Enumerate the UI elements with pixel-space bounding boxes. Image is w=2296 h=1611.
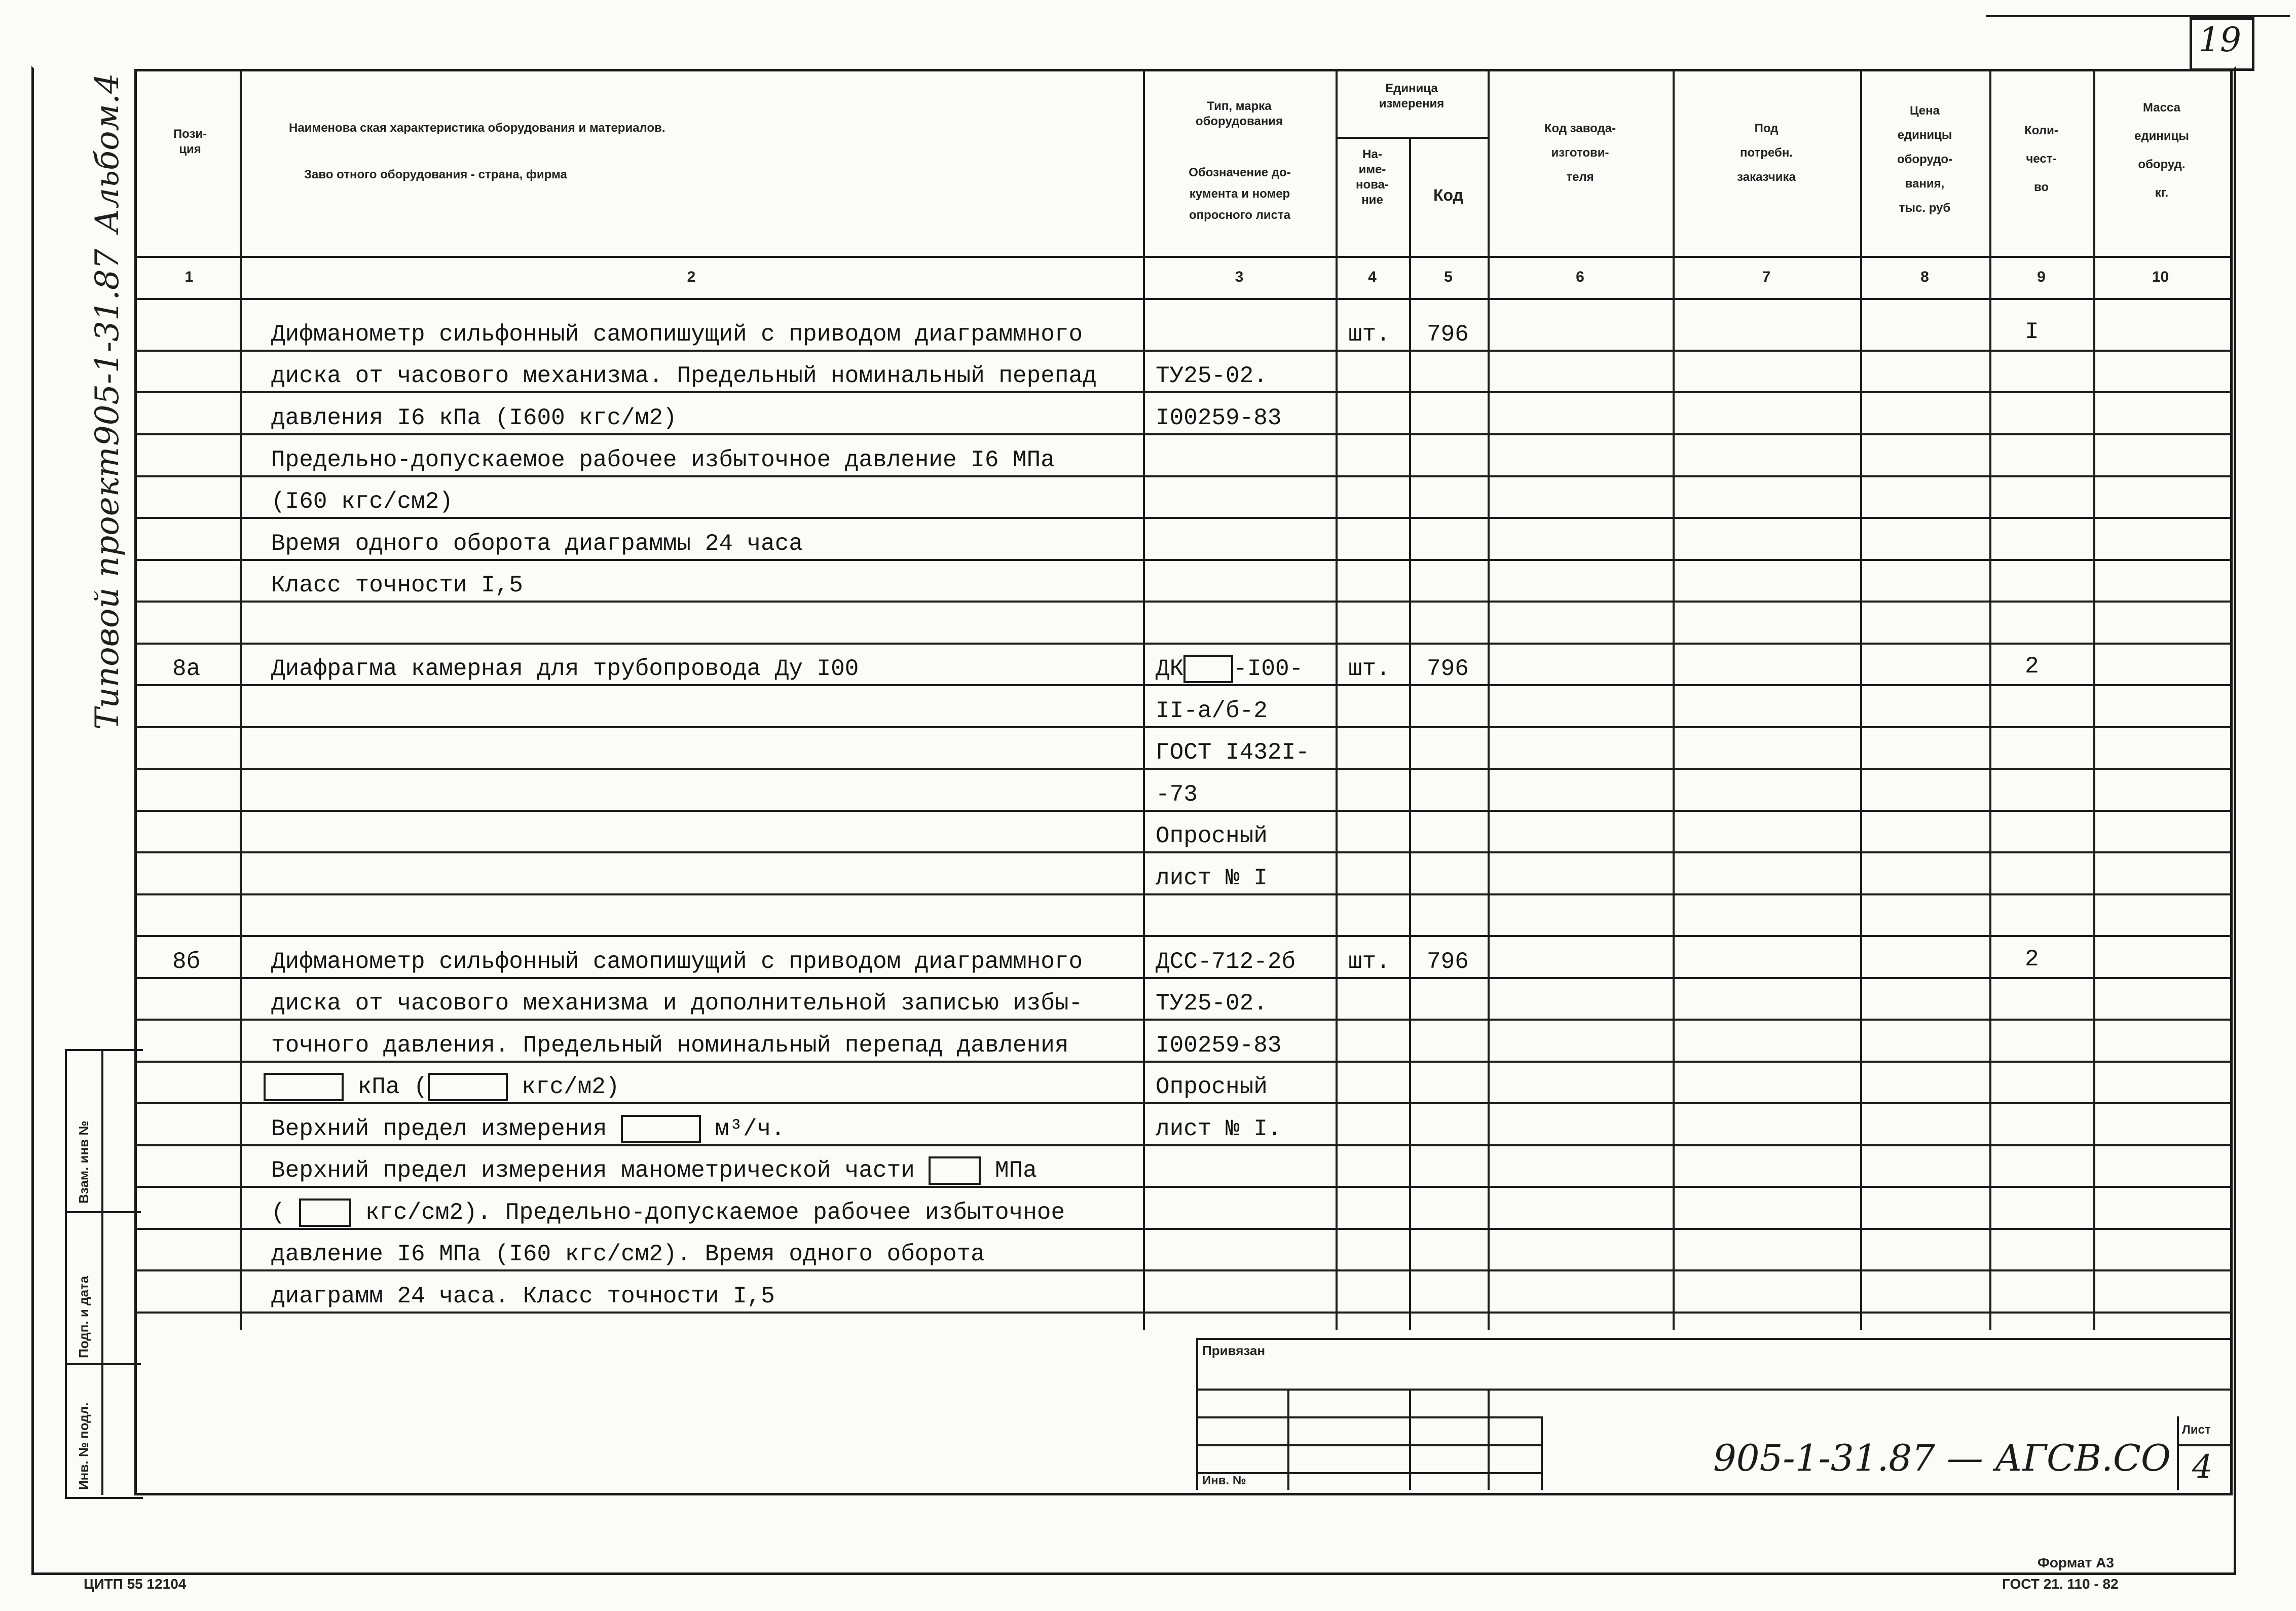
header-col4: На- име- нова- ние: [1356, 147, 1389, 207]
r16-name: Дифманометр сильфонный самопишущий с приводом диаграммного: [271, 949, 1083, 975]
stamp-list-number: 4: [2192, 1448, 2213, 1486]
footer-format: Формат А3: [2038, 1555, 2114, 1570]
r21-a: Верхний предел измерения манометрической части: [271, 1157, 915, 1184]
r22-name: [271, 1197, 1065, 1228]
r19-name: [264, 1072, 619, 1102]
sheet-corner-number: 19: [2199, 20, 2241, 59]
blank-box: [1183, 655, 1233, 683]
r4-name: Предельно-допускаемое рабочее избыточное давление I6 МПа: [271, 447, 1055, 473]
blank-box: [264, 1073, 344, 1101]
row-line: [134, 810, 2230, 812]
r3-name: давления I6 кПа (I600 кгс/м2): [271, 405, 677, 431]
r2-name: диска от часового механизма. Предельный номинальный перепад: [271, 363, 1097, 389]
r22-a: (: [271, 1200, 285, 1226]
colnum-9: 9: [2037, 269, 2046, 285]
r9-name: Диафрагма камерная для трубопровода Ду I00: [271, 656, 859, 682]
r12-doc: -73: [1156, 781, 1198, 808]
r9-qty: 2: [2025, 653, 2039, 680]
r23-name: давление I6 МПа (I60 кгс/см2). Время одного оборота: [271, 1241, 985, 1267]
colnum-5: 5: [1444, 269, 1453, 285]
stamp-privyazan: Привязан: [1202, 1343, 1266, 1358]
row-line: [134, 601, 2230, 603]
row-line: [134, 1019, 2230, 1021]
r9-code: 796: [1427, 656, 1469, 682]
r20-b: м³/ч.: [715, 1116, 785, 1142]
r11-doc: ГОСТ I432I-: [1156, 739, 1310, 766]
row-line: [134, 350, 2230, 352]
left-stamp-split: [65, 1363, 141, 1365]
col-line-4: [1409, 137, 1411, 1330]
colnum-1: 1: [184, 269, 194, 285]
r2-doc: ТУ25-02.: [1156, 363, 1268, 389]
r6-name: Время одного оборота диаграммы 24 часа: [271, 531, 803, 557]
left-vzam-label: Взам. инв №: [76, 1120, 91, 1204]
r17-name: диска от часового механизма и дополнительной записью избы-: [271, 990, 1083, 1017]
row-line: [134, 768, 2230, 770]
r20-doc: лист № I.: [1156, 1116, 1282, 1142]
stamp-doc-code: 905-1-31.87 — АГСВ.СО: [1713, 1437, 2171, 1479]
blank-box: [299, 1198, 351, 1227]
r18-name: точного давления. Предельный номинальный перепад давления: [271, 1032, 1069, 1059]
r9-doc-a: ДК: [1156, 656, 1184, 682]
r1-code: 796: [1427, 321, 1469, 348]
blank-box: [428, 1073, 508, 1101]
r19-doc: Опросный: [1156, 1074, 1268, 1100]
r16-doc: ДСС-712-2б: [1156, 949, 1296, 975]
row-line: [134, 977, 2230, 979]
header-col1: Пози- ция: [173, 127, 207, 156]
row-line: [134, 475, 2230, 477]
header-col3-bottom: Обозначение до- кумента и номер опросного листа: [1189, 166, 1291, 222]
col-line-2: [1143, 69, 1145, 1330]
r20-a: Верхний предел измерения: [271, 1116, 607, 1142]
col-line-9: [2093, 69, 2095, 1330]
stamp-left-line: [1196, 1338, 1198, 1490]
r13-doc: Опросный: [1156, 823, 1268, 849]
colnum-10: 10: [2152, 269, 2169, 285]
row-line: [134, 1269, 2230, 1271]
left-stamp-divider: [101, 1049, 103, 1495]
row-line: [134, 517, 2230, 519]
row-line: [134, 851, 2230, 853]
stamp-inv: Инв. №: [1202, 1474, 1246, 1487]
colnum-3: 3: [1235, 269, 1244, 285]
header-col2-line2: Заво отного оборудования - страна, фирма: [304, 168, 567, 181]
header-bottom-line: [134, 256, 2230, 258]
footer-left: ЦИТП 55 12104: [84, 1576, 187, 1592]
r14-doc: лист № I: [1156, 865, 1268, 891]
col-line-7: [1860, 69, 1862, 1330]
r16-unit: шт.: [1348, 949, 1390, 975]
header-col8: Цена единицы оборудо- вания, тыс. руб: [1897, 104, 1953, 215]
row-line: [134, 935, 2230, 937]
header-col10: Масса единицы оборуд. кг.: [2134, 101, 2189, 200]
vertical-project-title: Типовой проект: [89, 446, 126, 730]
row-line: [134, 1312, 2230, 1314]
colnum-7: 7: [1762, 269, 1771, 285]
header-col7: Под потребн. заказчика: [1737, 122, 1796, 184]
colnum-6: 6: [1576, 269, 1584, 285]
vertical-project-code: 905-1-31.87: [89, 248, 126, 446]
stamp-col: [2177, 1416, 2179, 1490]
r17-doc: ТУ25-02.: [1156, 990, 1268, 1017]
header-col3-top: Тип, марка оборудования: [1195, 99, 1283, 128]
r21-name: [271, 1155, 1037, 1186]
r10-doc: II-а/б-2: [1156, 698, 1268, 724]
header-col9: Коли- чест- во: [2024, 124, 2058, 194]
stamp-col: [1409, 1389, 1411, 1490]
blank-box: [621, 1115, 701, 1143]
row-line: [134, 1228, 2230, 1230]
stamp-col: [1488, 1389, 1490, 1490]
r5-name: (I60 кгс/см2): [271, 489, 453, 515]
row-line: [134, 433, 2230, 435]
left-podp-label: Подп. и дата: [76, 1276, 91, 1358]
col-line-8: [1989, 69, 1991, 1330]
footer-gost: ГОСТ 21. 110 - 82: [2002, 1576, 2119, 1592]
left-stamp-split: [65, 1211, 141, 1213]
r16-code: 796: [1427, 949, 1469, 975]
r16-qty: 2: [2025, 946, 2039, 972]
vertical-album: Альбом.4: [89, 73, 126, 233]
r19-b: кгс/м2): [522, 1074, 620, 1100]
row-line: [134, 559, 2230, 561]
r24-name: диаграмм 24 часа. Класс точности I,5: [271, 1283, 775, 1309]
row-line: [134, 893, 2230, 895]
outer-frame: [31, 66, 2236, 1575]
header-units-group: Единица измерения: [1379, 82, 1445, 110]
row-line: [134, 1186, 2230, 1188]
r9-unit: шт.: [1348, 656, 1390, 682]
r21-b: МПа: [995, 1157, 1037, 1184]
colnum-2: 2: [687, 269, 696, 285]
row-line: [134, 1144, 2230, 1146]
r9-pos: 8а: [172, 656, 201, 682]
colnum-4: 4: [1368, 269, 1377, 285]
blank-box: [929, 1156, 981, 1185]
row-line: [134, 643, 2230, 645]
r1-unit: шт.: [1348, 321, 1390, 348]
row-line: [134, 684, 2230, 686]
r9-doc: [1156, 654, 1303, 684]
col-line-5: [1488, 69, 1490, 1330]
r9-doc-b: -I00-: [1233, 656, 1304, 682]
stamp-list-label: Лист: [2182, 1423, 2211, 1437]
left-inv-label: Инв. № подл.: [76, 1402, 91, 1490]
row-line: [134, 1102, 2230, 1104]
col-line-3: [1336, 69, 1338, 1330]
r19-a: кПа (: [357, 1074, 428, 1100]
colnum-8: 8: [1920, 269, 1929, 285]
row-line: [134, 726, 2230, 728]
stamp-top-line: [1196, 1338, 2230, 1340]
units-split-line: [1336, 137, 1488, 139]
r18-doc: I00259-83: [1156, 1032, 1282, 1059]
r16-pos: 8б: [172, 949, 201, 975]
r1-name: Дифманометр сильфонный самопишущий с приводом диаграммного: [271, 321, 1083, 348]
stamp-col: [1541, 1416, 1543, 1490]
stamp-line: [2177, 1444, 2230, 1446]
stamp-line: [1196, 1389, 2230, 1391]
r1-qty: I: [2025, 319, 2039, 345]
row-line: [134, 1061, 2230, 1063]
header-col5: Код: [1433, 186, 1463, 204]
header-col2-line1: Наименова ская характеристика оборудования и материалов.: [289, 121, 665, 135]
header-col6: Код завода- изготови- теля: [1544, 122, 1616, 184]
r22-b: кгс/см2). Предельно-допускаемое рабочее избыточное: [365, 1200, 1065, 1226]
r7-name: Класс точности I,5: [271, 572, 523, 598]
col-line-1: [240, 69, 242, 1330]
r20-name: [271, 1114, 785, 1144]
colnum-bottom-line: [134, 298, 2230, 300]
stamp-col: [1287, 1389, 1289, 1490]
col-line-6: [1673, 69, 1675, 1330]
r3-doc: I00259-83: [1156, 405, 1282, 431]
row-line: [134, 391, 2230, 393]
